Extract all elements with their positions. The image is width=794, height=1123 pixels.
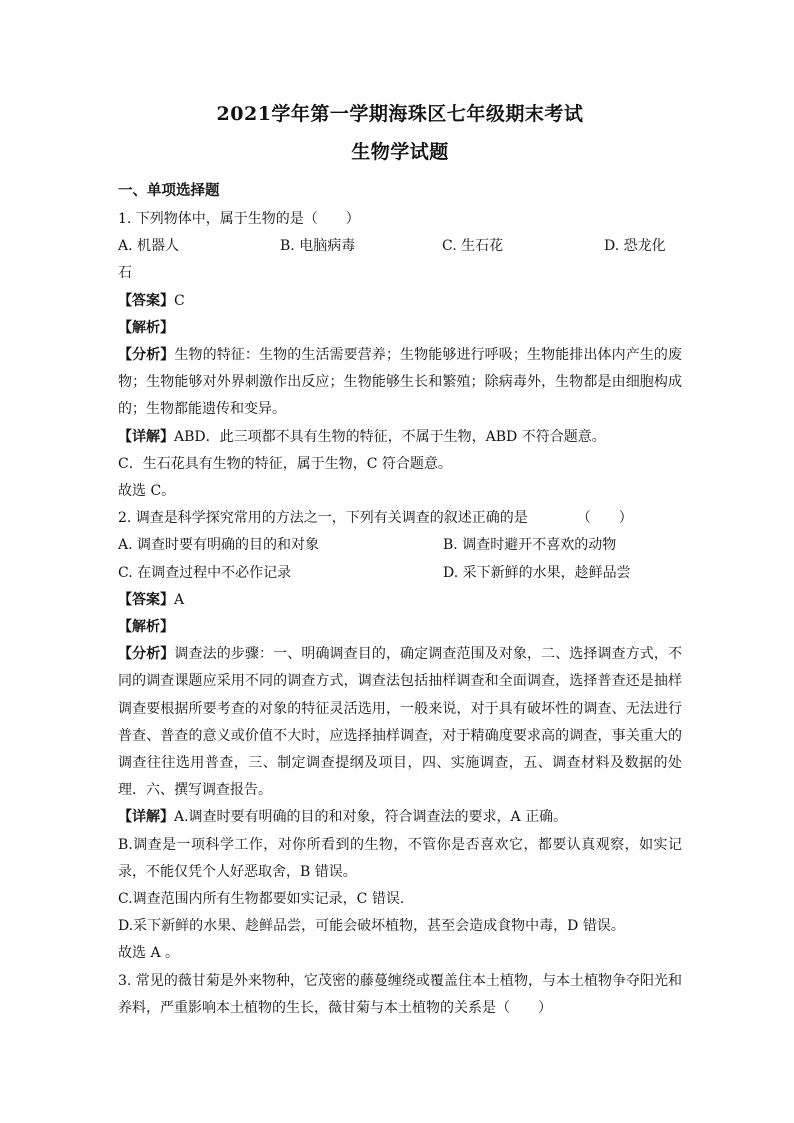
question-3-stem: 3. 常见的薇甘菊是外来物种，它茂密的藤蔓缠绕或覆盖住本土植物，与本土植物争夺阳光和养料，严重影响本土植物的生长，薇甘菊与本土植物的关系是（ ）: [118, 972, 682, 1016]
q2-xiangjie-1: [118, 804, 682, 831]
q1-xiangjie-1: [118, 424, 682, 451]
question-2-stem: 2. 调查是科学探究常用的方法之一，下列有关调查的叙述正确的是 （ ）: [118, 510, 633, 527]
fenxi-tag: 【分析】: [118, 347, 175, 364]
question-1-stem: 1. 下列物体中，属于生物的是（ ）: [118, 211, 360, 227]
fenxi-text: 调查法的步骤：一、明确调查目的，确定调查范围及对象，二、选择调查方式，不同的调查课题应采用不同的调查方式，调查法包括抽样调查和全面调查，选择普查还是抽样调查要根据所要考查的对象的特征灵活选用，一般来说，对于具有破坏性的调查、无法进行普查、普查的意义或价值不大时，应选择抽样调查，对于精确度要求高的调查，事关重大的调查往往选用普查，三、制定调查提纲及项目，四、实施调查，五、调查材料及数据的处理．六、撰写调查报告。: [118, 646, 683, 799]
question-1-options: [118, 233, 682, 260]
q1-xiangjie-2: C．生石花具有生物的特征，属于生物，C 符合题意。: [118, 455, 452, 472]
q1-option-d-wrap: 石: [118, 265, 132, 282]
q2-xiangjie-4: D.采下新鲜的水果、趁鲜品尝，可能会破坏植物，甚至会造成食物中毒，D 错误。: [118, 918, 625, 935]
answer-tag: 【答案】: [118, 591, 174, 608]
q1-option-c: C. 生石花: [442, 238, 504, 255]
q1-jiexi-tag: 【解析】: [118, 319, 174, 336]
xiangjie-text: ABD．此三项都不具有生物的特征，不属于生物，ABD 不符合题意。: [174, 428, 606, 445]
answer-value: C: [174, 292, 185, 309]
q2-option-c: C. 在调查过程中不必作记录: [118, 564, 292, 581]
exam-subtitle: 生物学试题: [351, 141, 449, 163]
q2-conclusion: 故选 A 。: [118, 945, 180, 962]
question-2-options-row2: [118, 560, 682, 587]
fenxi-tag: 【分析】: [118, 646, 175, 663]
fenxi-text: 生物的特征：生物的生活需要营养；生物能够进行呼吸；生物能排出体内产生的废物；生物能够对外界刺激作出反应；生物能够生长和繁殖；除病毒外，生物都是由细胞构成的；生物都能遗传和变异。: [118, 347, 683, 418]
question-2-options-row1: [118, 532, 682, 559]
answer-tag: 【答案】: [118, 292, 174, 309]
q1-conclusion: 故选 C。: [118, 483, 176, 500]
answer-value: A: [174, 591, 185, 608]
q2-jiexi-tag: 【解析】: [118, 619, 174, 636]
q2-xiangjie-3: C.调查范围内所有生物都要如实记录，C 错误．: [118, 891, 414, 908]
q1-option-b: B. 电脑病毒: [280, 238, 356, 255]
q1-option-d: D. 恐龙化: [604, 238, 666, 255]
section-heading: 一、单项选择题: [118, 182, 220, 199]
q2-option-a: A. 调查时要有明确的目的和对象: [118, 537, 320, 554]
q1-answer: [118, 288, 682, 315]
xiangjie-tag: 【详解】: [118, 428, 174, 445]
exam-title: 2021学年第一学期海珠区七年级期末考试: [216, 103, 584, 125]
q1-fenxi: [118, 342, 682, 424]
xiangjie-tag: 【详解】: [118, 809, 174, 826]
xiangjie-text: A.调查时要有明确的目的和对象，符合调查法的要求，A 正确。: [174, 809, 568, 826]
q2-option-b: B. 调查时避开不喜欢的动物: [443, 537, 617, 554]
q1-option-a: A. 机器人: [118, 238, 180, 255]
q2-answer: [118, 587, 682, 614]
q2-option-d: D. 采下新鲜的水果，趁鲜品尝: [443, 564, 631, 581]
q2-fenxi: [118, 641, 682, 804]
q2-xiangjie-2: B.调查是一项科学工作，对你所看到的生物，不管你是否喜欢它，都要认真观察，如实记录，不能仅凭个人好恶取舍，B 错误。: [118, 836, 682, 880]
